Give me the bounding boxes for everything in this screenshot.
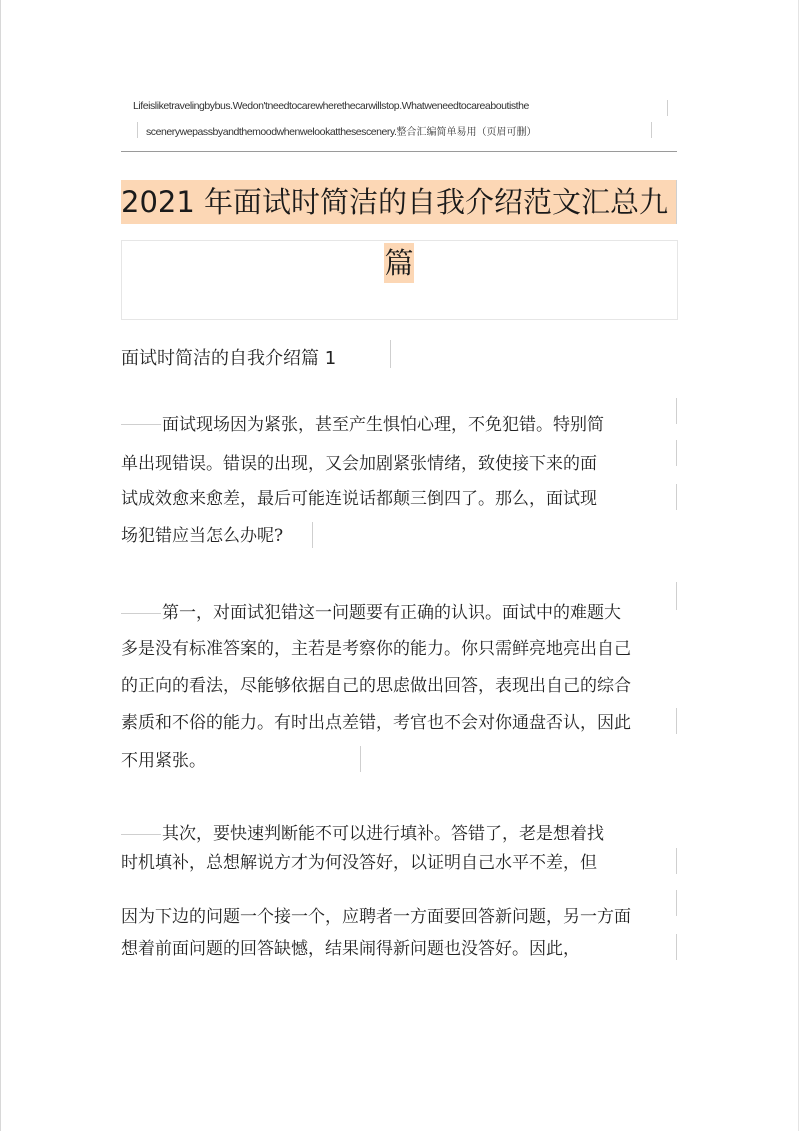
line-box-edge bbox=[676, 890, 677, 916]
paragraph-2-line-2: 多是没有标准答案的，主若是考察你的能力。你只需鲜亮地亮出自己 bbox=[121, 639, 631, 659]
indent-rule bbox=[121, 424, 161, 425]
section-box-edge bbox=[390, 340, 391, 368]
paragraph-2-line-5: 不用紧张。 bbox=[121, 751, 206, 771]
header-rule bbox=[121, 151, 677, 152]
title-box-edge bbox=[676, 180, 677, 224]
header-line-2-en: scenerywepassbyandthemoodwhenwelookatthesescenery. bbox=[146, 126, 397, 138]
paragraph-3-line-3: 因为下边的问题一个接一个，应聘者一方面要回答新问题，另一方面 bbox=[121, 907, 631, 927]
page-title-line-2: 篇 bbox=[384, 243, 414, 283]
page-title-line-1: 2021 年面试时简洁的自我介绍范文汇总九 bbox=[121, 180, 676, 224]
paragraph-2-line-4: 素质和不俗的能力。有时出点差错，考官也不会对你通盘否认，因此 bbox=[121, 713, 631, 733]
line-box-edge bbox=[312, 522, 313, 548]
header-box-edge bbox=[651, 122, 652, 138]
paragraph-1-line-2: 单出现错误。错误的出现，又会加剧紧张情绪，致使接下来的面 bbox=[121, 454, 597, 474]
paragraph-3-line-4: 想着前面问题的回答缺憾，结果闹得新问题也没答好。因此， bbox=[121, 939, 580, 959]
paragraph-1-line-3: 试成效愈来愈差，最后可能连说话都颠三倒四了。那么，面试现 bbox=[121, 489, 597, 509]
paragraph-3-line-1: 其次，要快速判断能不可以进行填补。答错了，老是想着找 bbox=[162, 824, 604, 844]
paragraph-3-line-2: 时机填补，总想解说方才为何没答好，以证明自己水平不差，但 bbox=[121, 853, 597, 873]
indent-rule bbox=[121, 834, 161, 835]
paragraph-2-line-1: 第一，对面试犯错这一问题要有正确的认识。面试中的难题大 bbox=[162, 603, 621, 623]
header-box-edge bbox=[137, 122, 138, 138]
line-box-edge bbox=[676, 708, 677, 734]
indent-rule bbox=[121, 613, 161, 614]
paragraph-1-line-1: 面试现场因为紧张，甚至产生惧怕心理，不免犯错。特别简 bbox=[162, 415, 604, 435]
line-box-edge bbox=[676, 848, 677, 874]
line-box-edge bbox=[676, 484, 677, 510]
header-line-2 bbox=[146, 123, 536, 138]
paragraph-1-line-4: 场犯错应当怎么办呢? bbox=[121, 526, 284, 546]
header-box-edge bbox=[667, 100, 668, 116]
header-line-2-cn: 整合汇编简单易用（页眉可删） bbox=[396, 127, 537, 138]
line-box-edge bbox=[676, 582, 677, 610]
line-box-edge bbox=[360, 746, 361, 772]
header-line-1: Lifeisliketravelingbybus.Wedon'tneedtocarewherethecarwillstop.Whatweneedtocareaboutisthe bbox=[133, 100, 529, 112]
line-box-edge bbox=[676, 440, 677, 466]
section-heading: 面试时简洁的自我介绍篇 1 bbox=[121, 348, 337, 369]
paragraph-2-line-3: 的正向的看法，尽能够依据自己的思虑做出回答，表现出自己的综合 bbox=[121, 676, 631, 696]
line-box-edge bbox=[676, 934, 677, 960]
line-box-edge bbox=[676, 398, 677, 424]
